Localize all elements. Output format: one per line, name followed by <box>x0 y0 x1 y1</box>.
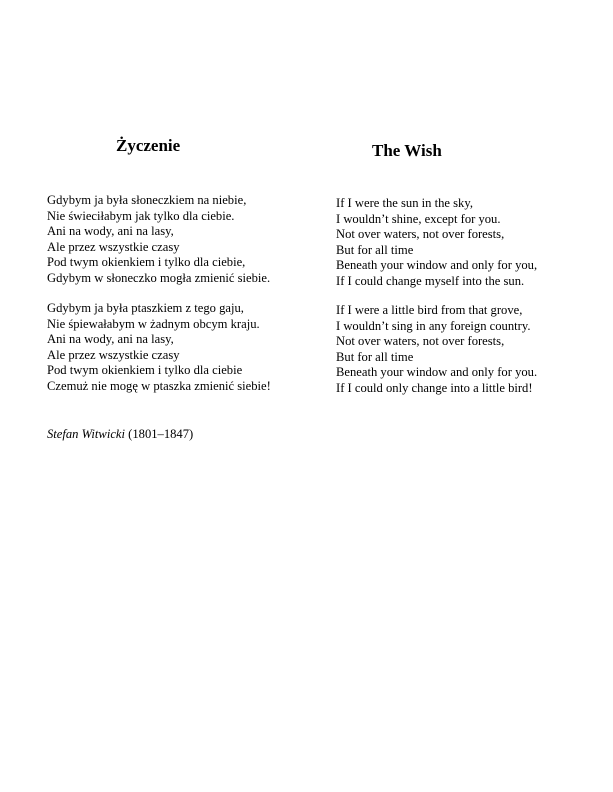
poem-line: Ani na wody, ani na lasy, <box>47 332 174 347</box>
poem-line: Gdybym ja była słoneczkiem na niebie, <box>47 193 247 207</box>
poem-line: I wouldn’t shine, except for you. <box>336 211 501 226</box>
poem-line: Beneath your window and only for you, <box>336 258 538 273</box>
author-name: Stefan Witwicki <box>47 427 125 441</box>
author-credit <box>47 427 193 442</box>
polish-stanza-2 <box>47 301 271 395</box>
poem-line: Gdybym w słoneczko mogła zmienić siebie. <box>47 270 271 285</box>
english-stanza-1 <box>336 196 537 290</box>
poem-line: Not over waters, not over forests, <box>336 334 505 349</box>
author-dates: (1801–1847) <box>128 427 194 441</box>
poem-line: Pod twym okienkiem i tylko dla ciebie <box>47 363 243 378</box>
poem-line: If I could only change into a little bird! <box>336 380 533 395</box>
poem-line: Czemuż nie mogę w ptaszka zmienić siebie! <box>47 378 271 393</box>
poem-line: If I were the sun in the sky, <box>336 196 473 210</box>
poem-line: If I could change myself into the sun. <box>336 273 525 288</box>
poem-line: Pod twym okienkiem i tylko dla ciebie, <box>47 255 246 270</box>
polish-title: Życzenie <box>116 136 181 155</box>
poem-line: But for all time <box>336 349 414 364</box>
english-stanza-2 <box>336 303 537 397</box>
poem-line: Ani na wody, ani na lasy, <box>47 224 174 239</box>
polish-stanza-1 <box>47 193 270 287</box>
poem-line: Beneath your window and only for you. <box>336 365 538 380</box>
poem-line: If I were a little bird from that grove, <box>336 303 523 317</box>
poem-line: Nie świeciłabym jak tylko dla ciebie. <box>47 208 235 223</box>
poem-line: Nie śpiewałabym w żadnym obcym kraju. <box>47 316 260 331</box>
poem-line: Gdybym ja była ptaszkiem z tego gaju, <box>47 301 244 315</box>
poem-line: Ale przez wszystkie czasy <box>47 239 180 254</box>
poem-line: Not over waters, not over forests, <box>336 227 505 242</box>
poem-line: But for all time <box>336 242 414 257</box>
english-title: The Wish <box>372 141 442 160</box>
poem-line: I wouldn’t sing in any foreign country. <box>336 318 531 333</box>
poem-line: Ale przez wszystkie czasy <box>47 347 180 362</box>
